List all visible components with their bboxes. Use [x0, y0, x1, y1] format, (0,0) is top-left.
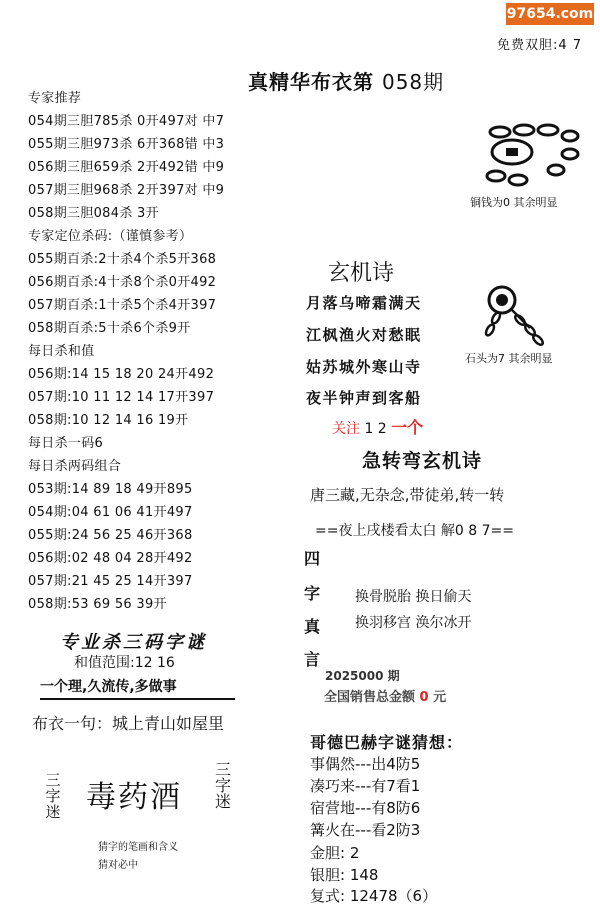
poem-title: 玄机诗	[328, 261, 395, 286]
left-line-position-heading: 专家定位杀码:（谨慎参考）	[28, 229, 193, 244]
godel-title: 哥德巴赫字谜猜想：	[310, 733, 464, 752]
stone-chain-illustration	[478, 282, 548, 348]
stone-note: 石头为7 其余明显	[465, 352, 553, 365]
yeshang-line: ==夜上戌楼看太白 解0 8 7==	[315, 523, 514, 539]
sales-unit: 元	[433, 690, 447, 705]
riddle-heading: 专业杀三码字谜	[60, 632, 207, 653]
left-line: 057期:10 11 12 14 17开397	[28, 390, 215, 405]
poem-line: 姑苏城外寒山寺	[306, 358, 422, 376]
turn-riddle-title: 急转弯玄机诗	[362, 450, 483, 472]
three-char-riddle-left: 三字迷	[45, 771, 61, 821]
focus-numbers: 1 2	[364, 421, 387, 437]
four-char-word: 言	[304, 650, 321, 669]
left-line: 056期:14 15 18 20 24开492	[28, 367, 215, 382]
issue-number: 058期	[381, 70, 445, 94]
poem-line: 江枫渔火对愁眠	[306, 326, 422, 344]
left-line: 058期:10 12 14 16 19开	[28, 413, 189, 428]
free-double-pick: 免费双胆:4 7	[496, 38, 582, 53]
divider	[40, 698, 235, 700]
left-line: 057期:21 45 25 14开397	[28, 574, 193, 589]
riddle-hint: 猜字的笔画和含义	[98, 842, 178, 853]
sales-value: 0	[419, 690, 429, 705]
silver-pick: 银胆: 148	[310, 866, 379, 884]
left-line: 057期三胆968杀 2开397对 中9	[28, 183, 225, 198]
four-char-word: 四	[304, 549, 321, 568]
godel-line: 宿营地---有8防6	[310, 799, 421, 817]
godel-line: 凑巧来---有7看1	[310, 777, 421, 795]
page-title-text: 真精华布衣第	[248, 70, 374, 94]
left-line: 056期:02 48 04 28开492	[28, 551, 193, 566]
poem-line: 夜半钟声到客船	[306, 389, 422, 407]
coin-chain-illustration	[478, 120, 588, 190]
left-line-kill-one: 每日杀一码6	[28, 436, 104, 451]
slogan: 一个理,久流传,多做事	[40, 679, 177, 695]
swap-row: 换骨脱胎 换日偷天	[355, 589, 472, 605]
left-line-kill-two-heading: 每日杀两码组合	[28, 459, 122, 474]
riddle-hint: 猜对必中	[98, 860, 138, 871]
left-line-sum-heading: 每日杀和值	[28, 344, 95, 359]
left-line-expert-heading: 专家推荐	[28, 91, 82, 106]
focus-label: 关注	[332, 421, 360, 437]
poem-line: 月落乌啼霜满天	[306, 294, 422, 312]
swap-row: 换羽移宫 涣尔冰开	[355, 615, 472, 631]
left-line: 054期:04 61 06 41开497	[28, 505, 193, 520]
focus-line	[332, 415, 423, 438]
focus-one: 一个	[391, 418, 424, 437]
sum-range: 和值范围:12 16	[74, 655, 175, 671]
left-line: 053期:14 89 18 49开895	[28, 482, 193, 497]
coin-note: 铜钱为0 其余明显	[470, 196, 558, 209]
godel-line: 事偶然---出4防5	[310, 755, 421, 773]
left-line: 055期:24 56 25 46开368	[28, 528, 193, 543]
tang-line: 唐三藏,无杂念,带徒弟,转一转	[310, 486, 505, 504]
left-line: 056期百杀:4十杀8个杀0开492	[28, 275, 217, 290]
sales-total	[324, 686, 446, 705]
four-char-word: 真	[304, 617, 321, 636]
left-line: 055期百杀:2十杀4个杀5开368	[28, 252, 217, 267]
site-watermark: 97654.com	[506, 3, 594, 25]
three-char-riddle-right: 三字迷	[214, 760, 231, 811]
left-line: 058期:53 69 56 39开	[28, 597, 167, 612]
left-line: 058期三胆084杀 3开	[28, 206, 159, 221]
buyi-sentence: 布衣一句：城上青山如屋里	[32, 714, 225, 733]
sales-issue: 2025000 期	[325, 669, 400, 683]
poison-wine-riddle: 毒药酒	[86, 780, 182, 815]
four-char-word: 字	[304, 584, 321, 603]
page-title	[248, 66, 444, 95]
left-line: 057期百杀:1十杀5个杀4开397	[28, 298, 217, 313]
sales-label: 全国销售总金额	[324, 690, 416, 705]
left-line: 056期三胆659杀 2开492错 中9	[28, 160, 225, 175]
left-line: 058期百杀:5十杀6个杀9开	[28, 321, 191, 336]
godel-line: 篝火在---看2防3	[310, 821, 421, 839]
gold-pick: 金胆: 2	[310, 844, 360, 862]
left-line: 055期三胆973杀 6开368错 中3	[28, 137, 225, 152]
compound-pick: 复式: 12478（6）	[310, 887, 438, 905]
left-line: 054期三胆785杀 0开497对 中7	[28, 114, 225, 129]
